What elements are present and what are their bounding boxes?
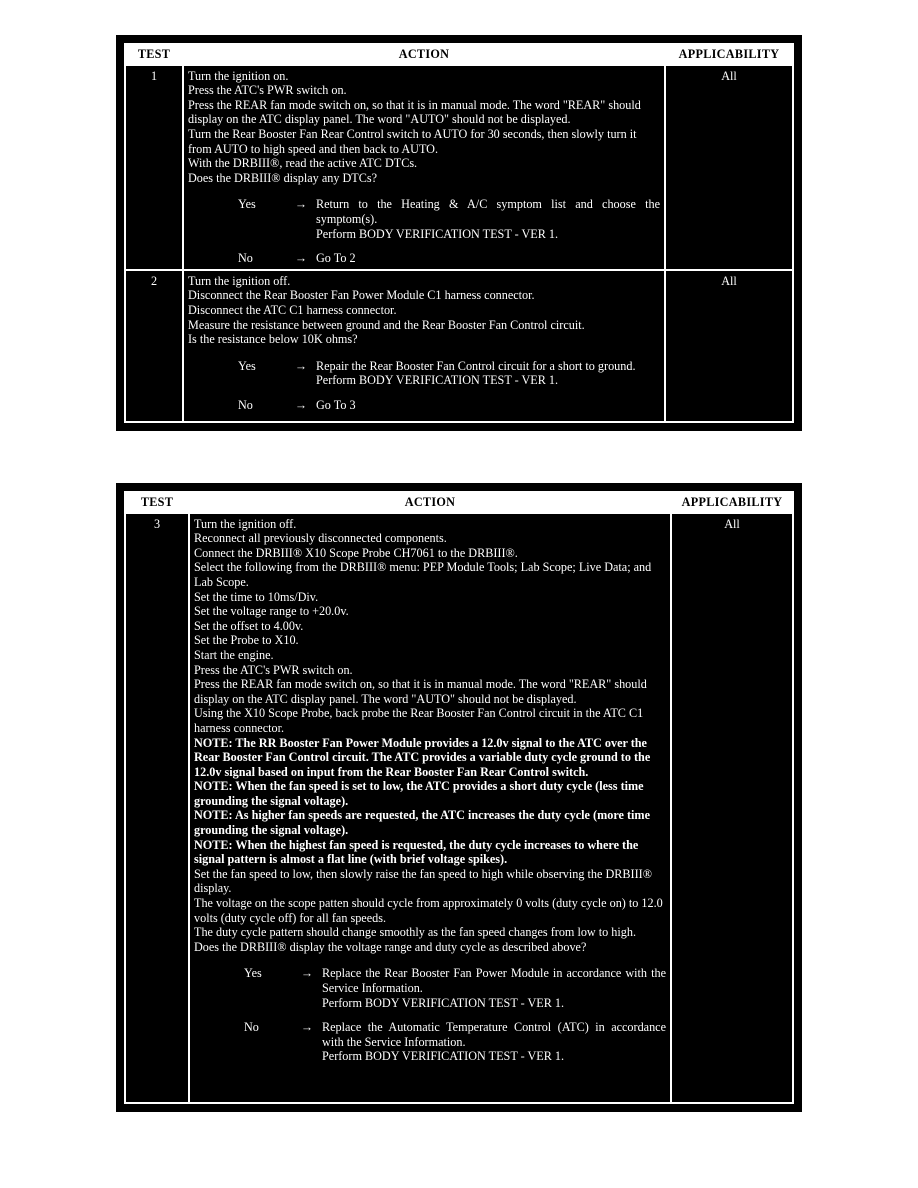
action-step: Press the ATC's PWR switch on. xyxy=(194,662,353,677)
arrow-icon: → xyxy=(294,251,308,266)
applicability-cell: All xyxy=(671,513,793,1103)
action-question: Does the DRBIII® display the voltage range and duty cycle as described above? xyxy=(194,939,587,954)
no-step: Go To 3 xyxy=(316,397,356,412)
action-step: Press the REAR fan mode switch on, so that it is in manual mode. The word "REAR" should display on the ATC display panel. The word "AUTO" should not be displayed. xyxy=(188,97,641,127)
action-step: Turn the Rear Booster Fan Rear Control switch to AUTO for 30 seconds, then slowly turn it from AUTO to high speed and then back to AUTO. xyxy=(188,126,637,156)
action-step: Turn the ignition off. xyxy=(194,516,297,531)
action-step: Disconnect the Rear Booster Fan Power Module C1 harness connector. xyxy=(188,288,535,303)
action-step: Set the offset to 4.00v. xyxy=(194,618,304,633)
action-step: Measure the resistance between ground and the Rear Booster Fan Control circuit. xyxy=(188,317,585,332)
action-step: Start the engine. xyxy=(194,647,274,662)
action-question: Is the resistance below 10K ohms? xyxy=(188,332,358,347)
no-label: No xyxy=(244,1020,259,1035)
table-header-row xyxy=(125,44,793,65)
action-step: With the DRBIII®, read the active ATC DTCs. xyxy=(188,156,418,171)
no-result xyxy=(188,398,660,413)
action-step: Connect the DRBIII® X10 Scope Probe CH7061 to the DRBIII®. xyxy=(194,545,518,560)
action-step: Turn the ignition on. xyxy=(188,68,289,83)
test-number: 1 xyxy=(125,65,183,270)
note: NOTE: When the fan speed is set to low, the ATC provides a short duty cycle (less time grounding the signal voltage). xyxy=(194,779,644,808)
header-test: TEST xyxy=(125,44,183,65)
arrow-icon: → xyxy=(294,197,308,212)
note: NOTE: When the highest fan speed is requested, the duty cycle increases to where the signal pattern is almost a flat line (with brief voltage spikes). xyxy=(194,837,639,867)
header-applicability: APPLICABILITY xyxy=(671,492,793,513)
table-row xyxy=(125,513,793,1103)
yes-result xyxy=(188,197,660,241)
header-action: ACTION xyxy=(189,492,671,513)
test-number: 3 xyxy=(125,513,189,1103)
diagnostic-table-2 xyxy=(116,483,802,1112)
action-cell xyxy=(183,65,665,270)
arrow-icon: → xyxy=(294,397,308,412)
yes-label: Yes xyxy=(238,358,256,373)
action-step: Turn the ignition off. xyxy=(188,273,291,288)
table-header-row xyxy=(125,492,793,513)
applicability-cell: All xyxy=(665,270,793,422)
no-label: No xyxy=(238,251,253,266)
no-step: Go To 2 xyxy=(316,251,356,266)
note: NOTE: The RR Booster Fan Power Module provides a 12.0v signal to the ATC over the Rear Booster Fan Control circuit. The ATC provides a variable duty cycle ground to the 12.0v signal based on input from the Rear Booster Fan Rear Control switch. xyxy=(194,735,651,779)
action-cell xyxy=(183,270,665,422)
test-table xyxy=(124,43,794,423)
yes-step: Perform BODY VERIFICATION TEST - VER 1. xyxy=(322,995,565,1010)
no-step: Perform BODY VERIFICATION TEST - VER 1. xyxy=(322,1049,565,1064)
action-step: Press the REAR fan mode switch on, so that it is in manual mode. The word "REAR" should display on the ATC display panel. The word "AUTO" should not be displayed. xyxy=(194,677,647,706)
action-cell xyxy=(189,513,671,1103)
yes-label: Yes xyxy=(238,197,256,212)
yes-label: Yes xyxy=(244,966,262,981)
no-step: Replace the Automatic Temperature Control (ATC) in accordance with the Service Information. xyxy=(322,1020,666,1049)
action-question: Does the DRBIII® display any DTCs? xyxy=(188,170,377,185)
test-table xyxy=(124,491,794,1104)
action-step: The voltage on the scope patten should cycle from approximately 0 volts (duty cycle on) to 12.0 volts (duty cycle off) for all fan speeds. xyxy=(194,896,663,925)
action-step: Set the voltage range to +20.0v. xyxy=(194,604,349,619)
yes-step: Replace the Rear Booster Fan Power Module in accordance with the Service Information. xyxy=(322,966,666,995)
action-step: Set the time to 10ms/Div. xyxy=(194,589,319,604)
no-label: No xyxy=(238,397,253,412)
yes-step: Repair the Rear Booster Fan Control circuit for a short to ground. xyxy=(316,358,636,373)
table-row xyxy=(125,270,793,422)
action-step: Reconnect all previously disconnected components. xyxy=(194,531,447,546)
header-test: TEST xyxy=(125,492,189,513)
action-step: Press the ATC's PWR switch on. xyxy=(188,83,347,98)
arrow-icon: → xyxy=(300,966,314,981)
yes-step: Perform BODY VERIFICATION TEST - VER 1. xyxy=(316,226,559,241)
header-applicability: APPLICABILITY xyxy=(665,44,793,65)
header-action: ACTION xyxy=(183,44,665,65)
action-step: Using the X10 Scope Probe, back probe the Rear Booster Fan Control circuit in the ATC C1 harness connector. xyxy=(194,706,644,735)
arrow-icon: → xyxy=(294,358,308,373)
no-result xyxy=(194,1020,666,1064)
yes-step: Perform BODY VERIFICATION TEST - VER 1. xyxy=(316,373,559,388)
action-step: Select the following from the DRBIII® menu: PEP Module Tools; Lab Scope; Live Data; and Lab Scope. xyxy=(194,560,652,589)
diagnostic-table-1 xyxy=(116,35,802,431)
action-step: Set the Probe to X10. xyxy=(194,633,299,648)
note: NOTE: As higher fan speeds are requested, the ATC increases the duty cycle (more time grounding the signal voltage). xyxy=(194,808,650,838)
no-result xyxy=(188,251,660,266)
action-step: The duty cycle pattern should change smoothly as the fan speed changes from low to high. xyxy=(194,925,637,940)
applicability-cell: All xyxy=(665,65,793,270)
yes-result xyxy=(194,966,666,1010)
yes-step: Return to the Heating & A/C symptom list and choose the symptom(s). xyxy=(316,197,660,226)
table-row xyxy=(125,65,793,270)
action-step: Set the fan speed to low, then slowly raise the fan speed to high while observing the DRBIII® display. xyxy=(194,866,652,896)
arrow-icon: → xyxy=(300,1020,314,1035)
test-number: 2 xyxy=(125,270,183,422)
yes-result xyxy=(188,359,660,388)
action-step: Disconnect the ATC C1 harness connector. xyxy=(188,302,397,317)
